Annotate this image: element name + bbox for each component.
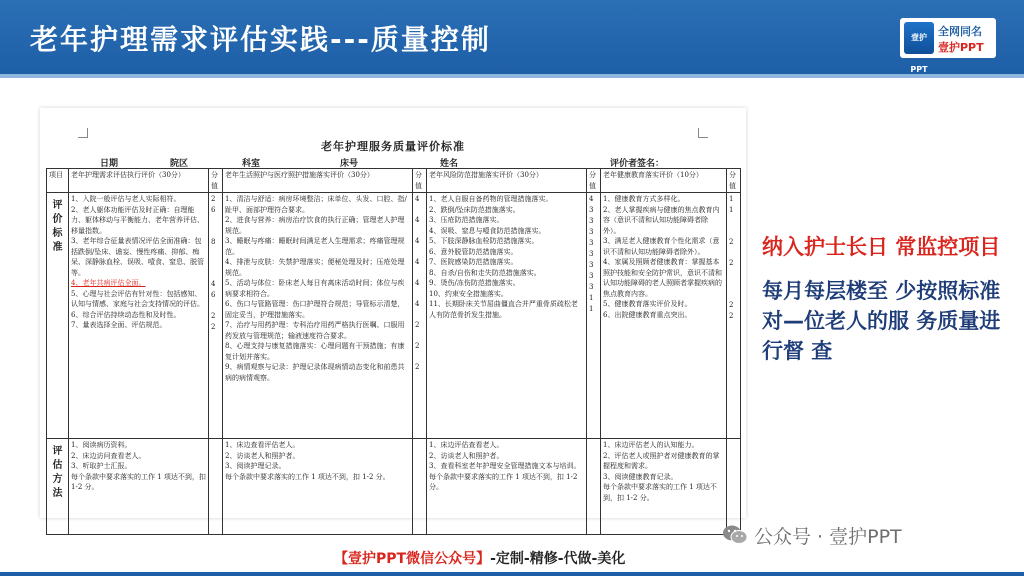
column-header: 项目 bbox=[47, 169, 69, 193]
score-value: 3 bbox=[589, 206, 594, 214]
row-label: 评估方法 bbox=[47, 439, 69, 535]
list-item: 3、睡眠与疼痛：睡眠时间满足老人生理需求；疼痛管理规范。 bbox=[225, 237, 405, 256]
cell-care-items bbox=[223, 193, 413, 439]
score-value: 3 bbox=[589, 239, 594, 247]
column-header: 老年健康教育落实评价（10分） bbox=[601, 169, 727, 193]
list-item: 1、阅读病历资料。 bbox=[71, 441, 132, 449]
cell-empty bbox=[727, 439, 741, 535]
list-item: 4、误吸、窒息与噎食防范措施落实。 bbox=[429, 226, 546, 235]
score-value: 3 bbox=[589, 272, 594, 280]
footer-rest-text: -定制-精修-代做-美化 bbox=[490, 551, 626, 567]
list-item: 1、床边查看评估老人。 bbox=[225, 441, 300, 449]
list-item: 8、自杀/自伤和走失防范措施落实。 bbox=[429, 268, 541, 277]
list-item: 每个条款中要求落实的工作 1 项达不到，扣 1-2 分。 bbox=[429, 472, 578, 491]
list-item: 5、下肢深静脉血栓防范措施落实。 bbox=[429, 237, 539, 245]
wechat-icon bbox=[722, 524, 748, 546]
list-item: 6、意外脱管防范措施落实。 bbox=[429, 247, 518, 256]
score-value: 2 bbox=[729, 238, 734, 246]
header-bar bbox=[0, 0, 1024, 78]
evaluation-table bbox=[46, 168, 741, 535]
score-value: 4 bbox=[415, 195, 420, 203]
score-value: 2 bbox=[415, 363, 420, 371]
side-note-blue: 每月每层楼至 少按照标准对—位老人的服 务质量进行督 查 bbox=[762, 279, 1001, 363]
score-value: 1 bbox=[589, 294, 594, 302]
list-item: 2、访谈老人和照护者。 bbox=[429, 451, 504, 460]
list-item: 3、查看科室老年护理安全管理措施文本与培训。 bbox=[429, 462, 581, 470]
score-value: 1 bbox=[589, 305, 594, 313]
document-title: 老年护理服务质量评价标准 bbox=[321, 140, 465, 153]
score-value: 4 bbox=[415, 237, 420, 245]
meta-date: 日期 bbox=[100, 159, 119, 169]
score-value: 1 bbox=[729, 206, 734, 214]
score-value: 2 bbox=[211, 195, 216, 203]
list-item: 11、长期卧床关节屈曲僵直合并严重骨质疏松老人有防范骨折发生措施。 bbox=[429, 300, 578, 319]
cell-method-care bbox=[223, 439, 413, 535]
list-item: 1、清洁与舒适：病房环境整洁；床单位、头发、口腔、指/趾甲、面部护理符合要求。 bbox=[225, 195, 407, 214]
list-item: 3、满足老人健康教育个性化需求（意识不清和认知功能障碍者除外）。 bbox=[603, 237, 720, 256]
list-item: 7、量表选择全面、评估规范。 bbox=[71, 321, 167, 329]
document-image bbox=[40, 108, 746, 518]
column-header: 老年生活照护与医疗照护措施落实评价（30分） bbox=[223, 169, 413, 193]
watermark-text: 公众号 · 壹护PPT bbox=[754, 525, 902, 548]
meta-bed: 床号 bbox=[340, 159, 359, 169]
score-value: 4 bbox=[211, 280, 216, 288]
list-item: 5、活动与体位：卧床老人每日有离床活动时间；体位与疾病要求相符合。 bbox=[225, 279, 405, 298]
column-header: 分值 bbox=[413, 169, 427, 193]
score-value: 2 bbox=[729, 312, 734, 320]
score-value: 6 bbox=[211, 291, 216, 299]
score-value: 3 bbox=[589, 283, 594, 291]
list-item: 3、阅读健康教育记录。 bbox=[603, 472, 678, 481]
crop-mark bbox=[698, 128, 708, 138]
table-header-row bbox=[47, 169, 741, 193]
list-item: 2、床边访问查看老人。 bbox=[71, 451, 146, 460]
score-value: 2 bbox=[729, 259, 734, 267]
list-item: 1、床边评估查看老人。 bbox=[429, 441, 504, 449]
footer-bracket-text: 【壹护PPT微信公众号】 bbox=[334, 551, 491, 567]
meta-ward: 院区 bbox=[170, 159, 189, 169]
score-value: 4 bbox=[415, 216, 420, 224]
table-row-standard bbox=[47, 193, 741, 439]
list-item: 每个条款中要求落实的工作 1 项达不到，扣 1-2 分。 bbox=[225, 472, 390, 481]
score-value: 4 bbox=[415, 300, 420, 308]
column-header: 老年护理需求评估执行评价（30分） bbox=[69, 169, 209, 193]
logo-text-line1: 全网同名 bbox=[938, 25, 982, 38]
list-item: 5、健康教育落实评价及时。 bbox=[603, 300, 692, 308]
list-item: 每个条款中要求落实的工作 1 项达不到，扣 1-2 分。 bbox=[71, 472, 206, 491]
meta-name: 姓名 bbox=[440, 159, 459, 169]
meta-evaluator: 评价者签名： bbox=[610, 159, 665, 169]
list-item: 9、烫伤/冻伤防范措施落实。 bbox=[429, 279, 520, 287]
list-item: 2、进食与营养：病房治疗饮食的执行正确；管理老人护理规范。 bbox=[225, 216, 405, 235]
list-item: 2、评估老人或照护者对健康教育的掌握程度和需求。 bbox=[603, 451, 720, 470]
score-value: 2 bbox=[415, 342, 420, 350]
cell-scores bbox=[413, 193, 427, 439]
score-value: 8 bbox=[211, 238, 216, 246]
list-item: 3、压疮防范措施落实。 bbox=[429, 216, 504, 224]
score-value: 1 bbox=[729, 195, 734, 203]
score-value: 6 bbox=[211, 206, 216, 214]
score-value: 2 bbox=[729, 301, 734, 309]
logo-badge: 壹护PPT bbox=[904, 22, 934, 54]
list-item: 7、医院感染防范措施落实。 bbox=[429, 258, 518, 266]
score-value: 3 bbox=[589, 228, 594, 236]
list-item: 3、听取护士汇报。 bbox=[71, 462, 132, 470]
list-item: 2、跌倒/坠床防范措施落实。 bbox=[429, 205, 520, 214]
score-value: 3 bbox=[589, 250, 594, 258]
cell-empty bbox=[209, 439, 223, 535]
bottom-divider bbox=[0, 572, 1024, 576]
side-note-red: 纳入护士长日 常监控项目 bbox=[762, 235, 1001, 259]
list-item: 1、入院一般评估与老人实际相符。 bbox=[71, 195, 181, 203]
list-item: 1、老人自服自备药物的管理措施落实。 bbox=[429, 195, 553, 203]
list-item: 6、伤口与管路管理：伤口护理符合规范；导管标示清楚，固定妥当，护理措施落实。 bbox=[225, 300, 405, 319]
score-value: 4 bbox=[415, 279, 420, 287]
side-notes bbox=[762, 232, 1002, 366]
footer-banner bbox=[334, 548, 625, 570]
list-item: 1、床边评估老人的认知能力。 bbox=[603, 441, 699, 449]
column-header: 分值 bbox=[587, 169, 601, 193]
cell-method-risk bbox=[427, 439, 587, 535]
list-item: 3、老年综合征量表情况评估全面准确：包括跌倒/坠床、谵妄、慢性疼痛、抑郁、痴呆、深静脉血栓、误吸、噎食、窒息、脱管等。 bbox=[71, 237, 204, 277]
score-value: 3 bbox=[589, 261, 594, 269]
cell-risk-items bbox=[427, 193, 587, 439]
list-item: 7、治疗与用药护理：专科治疗用药严格执行医嘱、口服用药发放与管理规范；输液速度符合要求。 bbox=[225, 321, 405, 340]
crop-mark bbox=[78, 128, 88, 138]
list-item: 9、病情观察与记录：护理记录体现病情动态变化和前患共病的病情观察。 bbox=[225, 363, 405, 382]
list-item: 4、家属及照顾者健康教育：掌握基本照护技能和安全防护常识，意识不清和认知功能障碍的老人照顾者掌握疾病的焦点教育内容。 bbox=[603, 258, 722, 298]
score-value: 2 bbox=[415, 321, 420, 329]
column-header: 分值 bbox=[209, 169, 223, 193]
score-value: 3 bbox=[589, 217, 594, 225]
score-value: 2 bbox=[211, 323, 216, 331]
cell-empty bbox=[587, 439, 601, 535]
row-label: 评价标准 bbox=[47, 193, 69, 439]
cell-scores bbox=[209, 193, 223, 439]
list-item: 6、综合评估持续动态性和及时性。 bbox=[71, 310, 181, 319]
list-item: 6、出院健康教育重点突出。 bbox=[603, 310, 692, 319]
page-title: 老年护理需求评估实践---质量控制 bbox=[30, 23, 491, 56]
list-item: 5、心理与社会评估有针对性：包括感知、认知与情感、家庭与社会支持情况的评估。 bbox=[71, 289, 204, 308]
cell-scores bbox=[727, 193, 741, 439]
list-item: 3、阅读护理记录。 bbox=[225, 462, 286, 470]
cell-method-assessment bbox=[69, 439, 209, 535]
logo-text-line2: 壹护PPT bbox=[938, 41, 984, 54]
cell-scores bbox=[587, 193, 601, 439]
table-row-method bbox=[47, 439, 741, 535]
column-header: 分值 bbox=[727, 169, 741, 193]
list-item: 10、约束安全措施落实。 bbox=[429, 289, 508, 298]
meta-dept: 科室 bbox=[242, 159, 261, 169]
score-value: 4 bbox=[589, 195, 594, 203]
score-value: 2 bbox=[211, 312, 216, 320]
cell-education-items bbox=[601, 193, 727, 439]
list-item: 4、老年共病评估全面。 bbox=[71, 279, 146, 287]
list-item: 8、心理支持与康复措施落实：心理问题有干预措施；有康复计划并落实。 bbox=[225, 342, 405, 361]
list-item: 2、老人躯体功能评估及时正确：自理能力、躯体移动与平衡能力、老年营养评估、移量指数。 bbox=[71, 205, 204, 235]
list-item: 每个条款中要求落实的工作 1 项达不到，扣 1-2 分。 bbox=[603, 483, 717, 502]
list-item: 1、健康教育方式多样化。 bbox=[603, 195, 685, 203]
list-item: 2、访谈老人和照护者。 bbox=[225, 451, 300, 460]
cell-assessment-items bbox=[69, 193, 209, 439]
list-item: 2、老人掌握疾病与健康的焦点教育内容（意识不清和认知功能障碍者除外）。 bbox=[603, 205, 720, 235]
brand-logo bbox=[900, 18, 996, 74]
cell-empty bbox=[413, 439, 427, 535]
column-header: 老年风险防范措施落实评价（30分） bbox=[427, 169, 587, 193]
cell-method-education bbox=[601, 439, 727, 535]
list-item: 4、排泄与皮肤：失禁护理落实；便秘处理及时；压疮处理规范。 bbox=[225, 258, 405, 277]
score-value: 4 bbox=[415, 258, 420, 266]
watermark bbox=[722, 522, 902, 548]
